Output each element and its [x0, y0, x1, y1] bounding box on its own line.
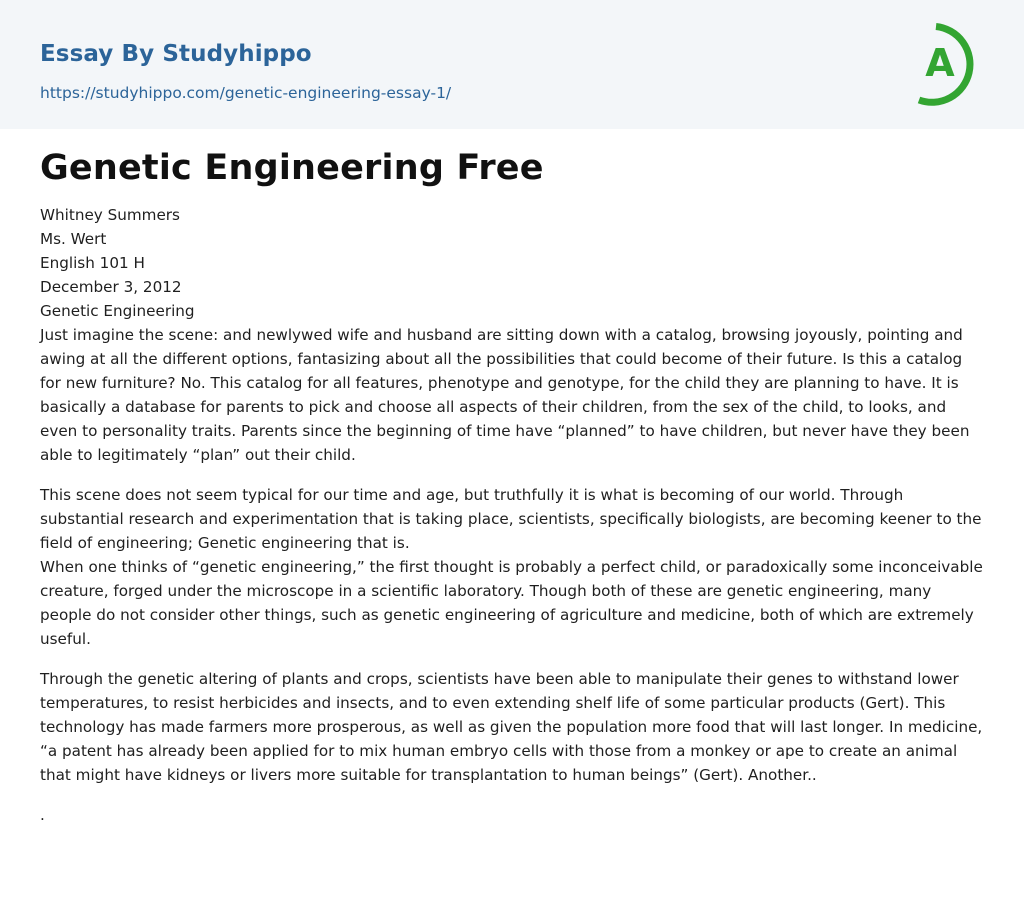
paragraph-gap	[40, 651, 984, 667]
essay-paragraph: Through the genetic altering of plants and crops, scientists have been able to manipulate their genes to withstand lower temperatures, to resist herbicides and insects, and to even extending shelf life of some particular products (Gert). This technology has made farmers more prosperous, as well as given the population more food that will last longer. In medicine, “a patent has already been applied for to mix human embryo cells with those from a monkey or ape to create an animal that might have kidneys or livers more suitable for transplantation to human beings” (Gert). Another..	[40, 670, 983, 784]
essay-url-link[interactable]: https://studyhippo.com/genetic-engineering-essay-1/	[40, 84, 452, 102]
logo-letter: A	[925, 41, 955, 85]
essay-paragraph: Just imagine the scene: and newlywed wife and husband are sitting down with a catalog, browsing joyously, pointing and awing at all the different options, fantasizing about all the possibilities that could become of their future. Is this a catalog for new furniture? No. This catalog for all features, phenotype and genotype, for the child they are planning to have. It is basically a database for parents to pick and choose all aspects of their children, from the sex of the child, to looks, and even to personality traits. Parents since the beginning of time have “planned” to have children, but never have they been able to legitimately “plan” out their child.	[40, 326, 970, 464]
essay-paragraph: This scene does not seem typical for our time and age, but truthfully it is what is becoming of our world. Through substantial research and experimentation that is taking place, scientists, specifically biologists, are becoming keener to the field of engineering; Genetic engineering that is.	[40, 486, 982, 552]
studyhippo-logo-icon[interactable]	[914, 20, 986, 106]
essay-topic: Genetic Engineering	[40, 302, 195, 320]
essay-content	[0, 129, 1024, 827]
essay-date: December 3, 2012	[40, 278, 182, 296]
site-header	[0, 0, 1024, 129]
essay-meta	[40, 203, 984, 323]
essay-paragraph: When one thinks of “genetic engineering,” the first thought is probably a perfect child, or paradoxically some inconceivable creature, forged under the microscope in a scientific laboratory. Though both of these are genetic engineering, many people do not consider other things, such as genetic engineering of agriculture and medicine, both of which are extremely useful.	[40, 558, 983, 648]
trailing-dot: .	[40, 806, 45, 824]
author-name: Whitney Summers	[40, 206, 180, 224]
course-name: English 101 H	[40, 254, 145, 272]
paragraph-gap	[40, 787, 984, 803]
site-brand[interactable]: Essay By Studyhippo	[40, 41, 312, 67]
paragraph-gap	[40, 467, 984, 483]
essay-title: Genetic Engineering Free	[40, 148, 544, 188]
teacher-name: Ms. Wert	[40, 230, 107, 248]
